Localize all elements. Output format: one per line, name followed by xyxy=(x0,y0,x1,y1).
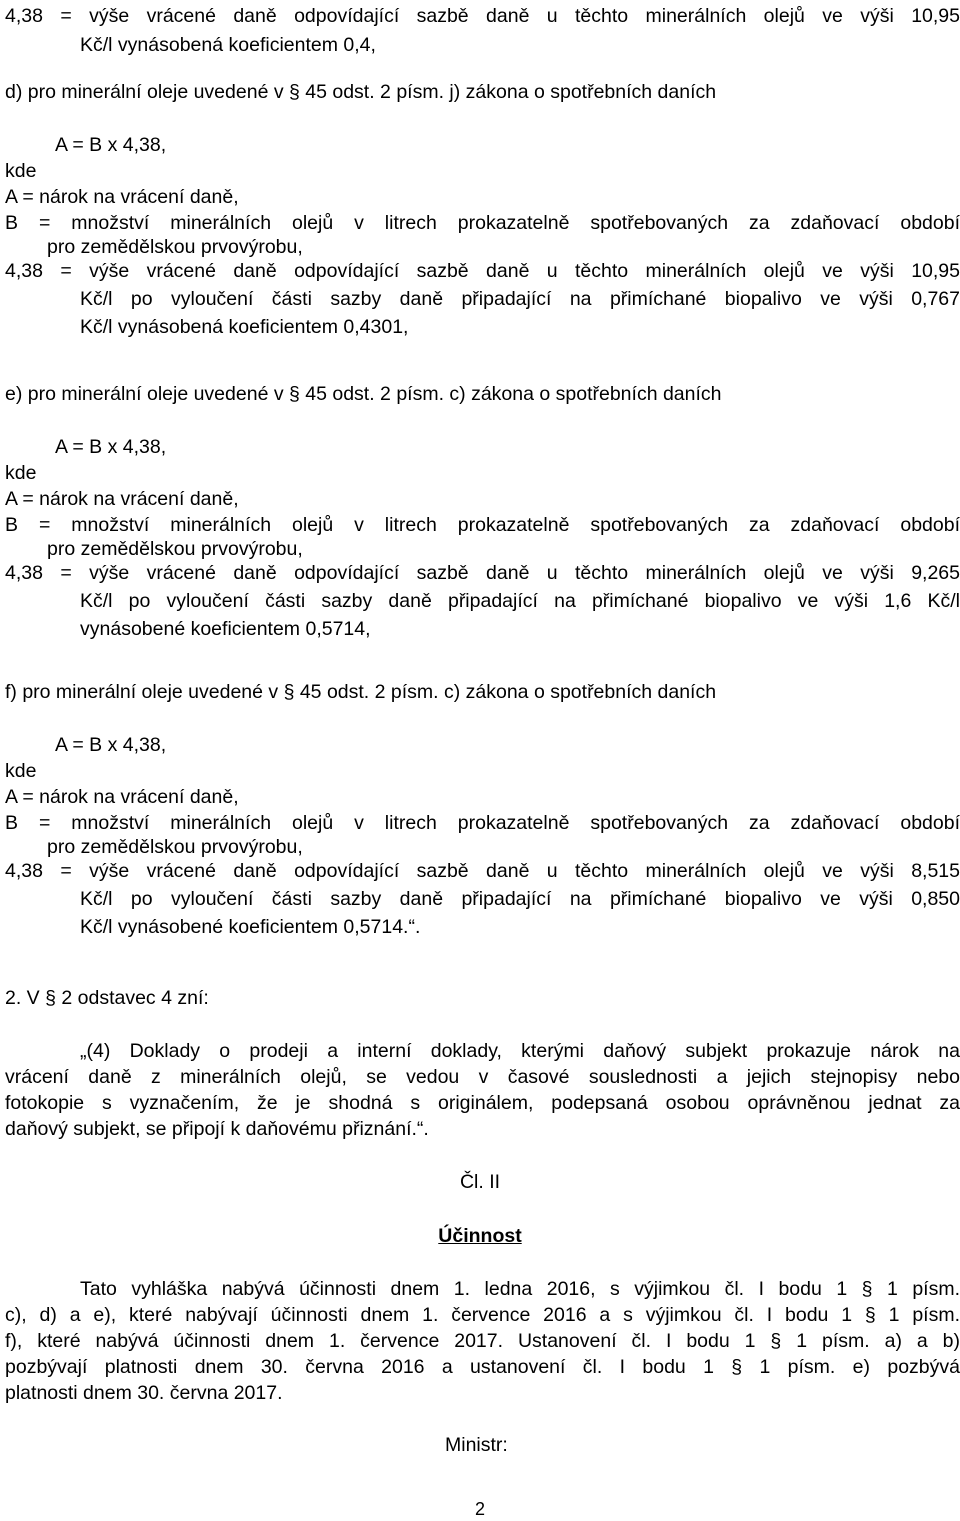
formula-kde: kde xyxy=(5,760,37,782)
definition-rate-line-2: Kč/l po vyloučení části sazby daně připadající na přimíchané biopalivo ve výši 1,6 Kč/l xyxy=(80,590,960,612)
article-number: Čl. II xyxy=(459,1171,501,1193)
intro-line-1: 4,38 = výše vrácené daně odpovídající sazbě daně u těchto minerálních olejů ve výši 10,95 xyxy=(5,5,960,27)
article-title: Účinnost xyxy=(438,1225,522,1247)
article-body-line-2: c), d) a e), které nabývají účinnosti dnem 1. července 2016 a s výjimkou čl. I bodu 1 § 1 písm. xyxy=(5,1304,960,1326)
quote-line-3: fotokopie s vyznačením, že je shodná s originálem, podepsaná osobou oprávněnou jednat za xyxy=(5,1092,960,1114)
definition-b-line-1: B = množství minerálních olejů v litrech prokazatelně spotřebovaných za zdaňovací období xyxy=(5,212,960,234)
intro-line-2: Kč/l vynásobená koeficientem 0,4, xyxy=(80,34,376,56)
definition-rate-line-1: 4,38 = výše vrácené daně odpovídající sazbě daně u těchto minerálních olejů ve výši 8,515 xyxy=(5,860,960,882)
definition-rate-line-2: Kč/l po vyloučení části sazby daně připadající na přimíchané biopalivo ve výši 0,767 xyxy=(80,288,960,310)
definition-b-line-2: pro zemědělskou prvovýrobu, xyxy=(47,236,303,258)
definition-a: A = nárok na vrácení daně, xyxy=(5,488,239,510)
formula-kde: kde xyxy=(5,462,37,484)
definition-rate-line-3: Kč/l vynásobené koeficientem 0,5714.“. xyxy=(80,916,421,938)
article-body-line-4: pozbývají platnosti dnem 30. června 2016 a ustanovení čl. I bodu 1 § 1 písm. e) pozbývá xyxy=(5,1356,960,1378)
signature-label: Ministr: xyxy=(445,1434,508,1456)
formula-kde: kde xyxy=(5,160,37,182)
definition-rate-line-1: 4,38 = výše vrácené daně odpovídající sazbě daně u těchto minerálních olejů ve výši 9,265 xyxy=(5,562,960,584)
article-body-line-1: Tato vyhláška nabývá účinnosti dnem 1. ledna 2016, s výjimkou čl. I bodu 1 § 1 písm. xyxy=(80,1278,960,1300)
article-body-line-5: platnosti dnem 30. června 2017. xyxy=(5,1382,283,1404)
point2-heading: 2. V § 2 odstavec 4 zní: xyxy=(5,987,209,1009)
formula-expression: A = B x 4,38, xyxy=(55,134,167,156)
definition-b-line-2: pro zemědělskou prvovýrobu, xyxy=(47,538,303,560)
formula-expression: A = B x 4,38, xyxy=(55,436,167,458)
definition-rate-line-1: 4,38 = výše vrácené daně odpovídající sazbě daně u těchto minerálních olejů ve výši 10,95 xyxy=(5,260,960,282)
formula-heading: f) pro minerální oleje uvedené v § 45 odst. 2 písm. c) zákona o spotřebních daních xyxy=(5,681,717,703)
quote-line-2: vrácení daně z minerálních olejů, se vedou v časové souslednosti a jejich stejnopisy nebo xyxy=(5,1066,960,1088)
definition-b-line-1: B = množství minerálních olejů v litrech prokazatelně spotřebovaných za zdaňovací období xyxy=(5,514,960,536)
quote-line-4: daňový subjekt, se připojí k daňovému přiznání.“. xyxy=(5,1118,429,1140)
definition-b-line-2: pro zemědělskou prvovýrobu, xyxy=(47,836,303,858)
definition-a: A = nárok na vrácení daně, xyxy=(5,186,239,208)
page-number: 2 xyxy=(475,1499,486,1519)
formula-expression: A = B x 4,38, xyxy=(55,734,167,756)
definition-rate-line-2: Kč/l po vyloučení části sazby daně připadající na přimíchané biopalivo ve výši 0,850 xyxy=(80,888,960,910)
definition-a: A = nárok na vrácení daně, xyxy=(5,786,239,808)
definition-b-line-1: B = množství minerálních olejů v litrech prokazatelně spotřebovaných za zdaňovací období xyxy=(5,812,960,834)
definition-rate-line-3: vynásobené koeficientem 0,5714, xyxy=(80,618,371,640)
definition-rate-line-3: Kč/l vynásobená koeficientem 0,4301, xyxy=(80,316,409,338)
formula-heading: e) pro minerální oleje uvedené v § 45 odst. 2 písm. c) zákona o spotřebních daních xyxy=(5,383,722,405)
formula-heading: d) pro minerální oleje uvedené v § 45 odst. 2 písm. j) zákona o spotřebních daních xyxy=(5,81,717,103)
quote-line-1: „(4) Doklady o prodeji a interní doklady, kterými daňový subjekt prokazuje nárok na xyxy=(80,1040,960,1062)
article-body-line-3: f), které nabývá účinnosti dnem 1. července 2017. Ustanovení čl. I bodu 1 § 1 písm. a) a b) xyxy=(5,1330,960,1352)
